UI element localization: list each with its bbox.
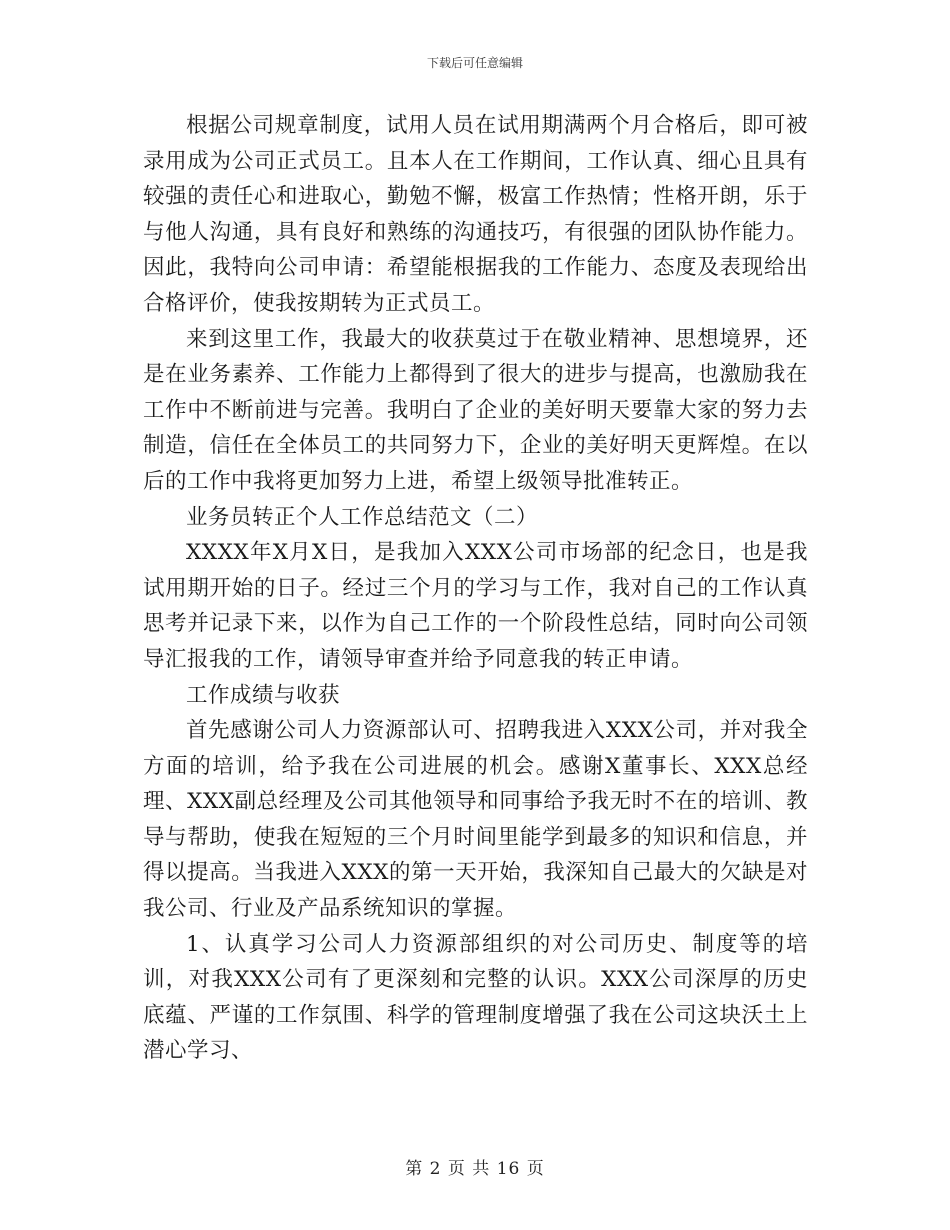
paragraph-regularization-request: 根据公司规章制度，试用人员在试用期满两个月合格后，即可被录用成为公司正式员工。且本人在工作期间，工作认真、细心且具有较强的责任心和进取心，勤勉不懈，极富工作热情；性格开朗，乐于与他人沟通，具有良好和熟练的沟通技巧，有很强的团队协作能力。因此，我特向公司申请：希望能根据我的工作能力、态度及表现给出合格评价，使我按期转为正式员工。 bbox=[143, 113, 808, 316]
paragraph-intro-date: XXXX年X月X日，是我加入XXX公司市场部的纪念日，也是我试用期开始的日子。经过三个月的学习与工作，我对自己的工作认真思考并记录下来，以作为自己工作的一个阶段性总结，同时向公司领导汇报我的工作，请领导审查并给予同意我的转正申请。 bbox=[143, 540, 808, 672]
paragraph-thanks: 首先感谢公司人力资源部认可、招聘我进入XXX公司，并对我全方面的培训，给予我在公司进展的机会。感谢X董事长、XXX总经理、XXX副总经理及公司其他领导和同事给予我无时不在的培训、教导与帮助，使我在短短的三个月时间里能学到最多的知识和信息，并得以提高。当我进入XXX的第一天开始，我深知自己最大的欠缺是对我公司、行业及产品系统知识的掌握。 bbox=[143, 718, 808, 922]
page-header-note: 下载后可任意编辑 bbox=[426, 56, 523, 70]
section-heading-achievements: 工作成绩与收获 bbox=[186, 682, 341, 708]
section-heading-sample-two: 业务员转正个人工作总结范文（二） bbox=[186, 504, 539, 530]
paragraph-item-1: 1、认真学习公司人力资源部组织的对公司历史、制度等的培训，对我XXX公司有了更深刻和完整的认识。XXX公司深厚的历史底蕴、严谨的工作氛围、科学的管理制度增强了我在公司这块沃土上潜心学习、 bbox=[143, 931, 808, 1064]
page-number: 第 2 页 共 16 页 bbox=[405, 1159, 545, 1179]
document-body bbox=[143, 108, 808, 1069]
paragraph-gains: 来到这里工作，我最大的收获莫过于在敬业精神、思想境界，还是在业务素养、工作能力上都得到了很大的进步与提高，也激励我在工作中不断前进与完善。我明白了企业的美好明天要靠大家的努力去制造，信任在全体员工的共同努力下，企业的美好明天更辉煌。在以后的工作中我将更加努力上进，希望上级领导批准转正。 bbox=[143, 326, 808, 494]
